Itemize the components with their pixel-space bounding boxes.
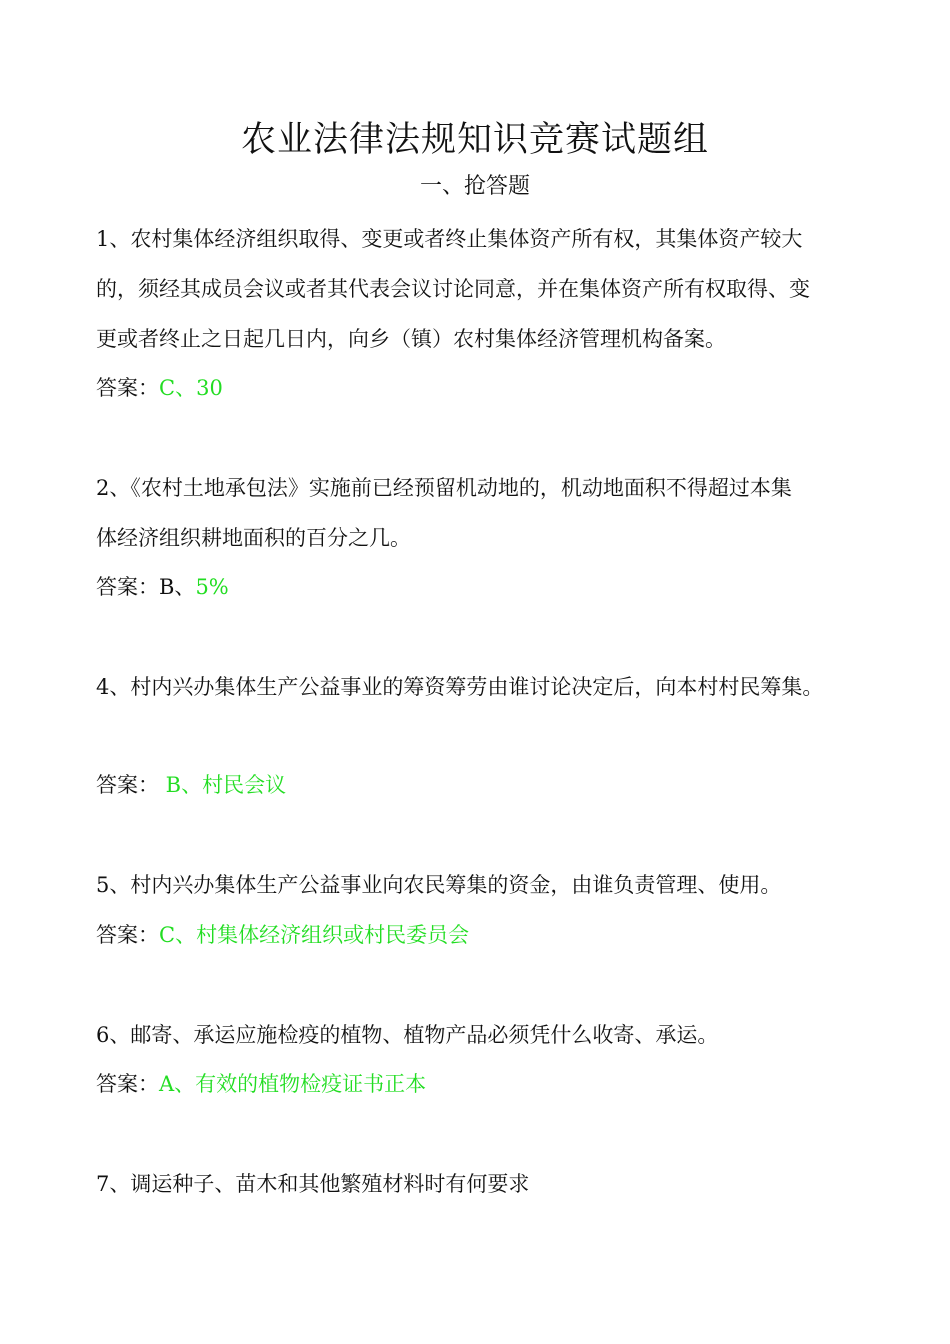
answer-value: 村集体经济组织或村民委员会	[196, 923, 470, 947]
answer-6	[96, 1069, 426, 1099]
answer-option: A、	[159, 1072, 196, 1096]
question-4-line-1: 4、村内兴办集体生产公益事业的筹资筹劳由谁讨论决定后，向本村村民筹集。	[96, 675, 824, 699]
answer-option: C、	[159, 376, 197, 400]
answer-label: 答案：	[96, 923, 159, 947]
question-1-line-1: 1、农村集体经济组织取得、变更或者终止集体资产所有权，其集体资产较大	[96, 227, 803, 251]
answer-label: 答案：	[96, 773, 159, 797]
question-2-line-1: 2、《农村土地承包法》实施前已经预留机动地的，机动地面积不得超过本集	[96, 476, 792, 500]
answer-label: 答案：	[96, 376, 159, 400]
answer-4	[96, 770, 286, 800]
answer-value: B、村民会议	[159, 773, 287, 797]
question-7-line-1: 7、调运种子、苗木和其他繁殖材料时有何要求	[96, 1172, 530, 1196]
section-heading: 一、抢答题	[419, 174, 530, 199]
answer-label: 答案：	[96, 1072, 159, 1096]
answer-2	[96, 572, 229, 602]
document-title: 农业法律法规知识竞赛试题组	[240, 120, 709, 160]
answer-value: 有效的植物检疫证书正本	[195, 1072, 427, 1096]
question-5-line-1: 5、村内兴办集体生产公益事业向农民筹集的资金，由谁负责管理、使用。	[96, 873, 782, 897]
answer-value: 30	[196, 376, 223, 400]
answer-option: C、	[159, 923, 197, 947]
question-1-line-3: 更或者终止之日起几日内，向乡（镇）农村集体经济管理机构备案。	[96, 327, 726, 351]
question-6-line-1: 6、邮寄、承运应施检疫的植物、植物产品必须凭什么收寄、承运。	[96, 1023, 719, 1047]
answer-1	[96, 373, 223, 403]
question-1-line-2: 的，须经其成员会议或者其代表会议讨论同意，并在集体资产所有权取得、变	[96, 277, 810, 301]
question-2-line-2: 体经济组织耕地面积的百分之几。	[96, 526, 411, 550]
answer-option: B、	[159, 575, 196, 599]
answer-5	[96, 920, 469, 950]
answer-value: 5%	[195, 575, 229, 599]
answer-label: 答案：	[96, 575, 159, 599]
